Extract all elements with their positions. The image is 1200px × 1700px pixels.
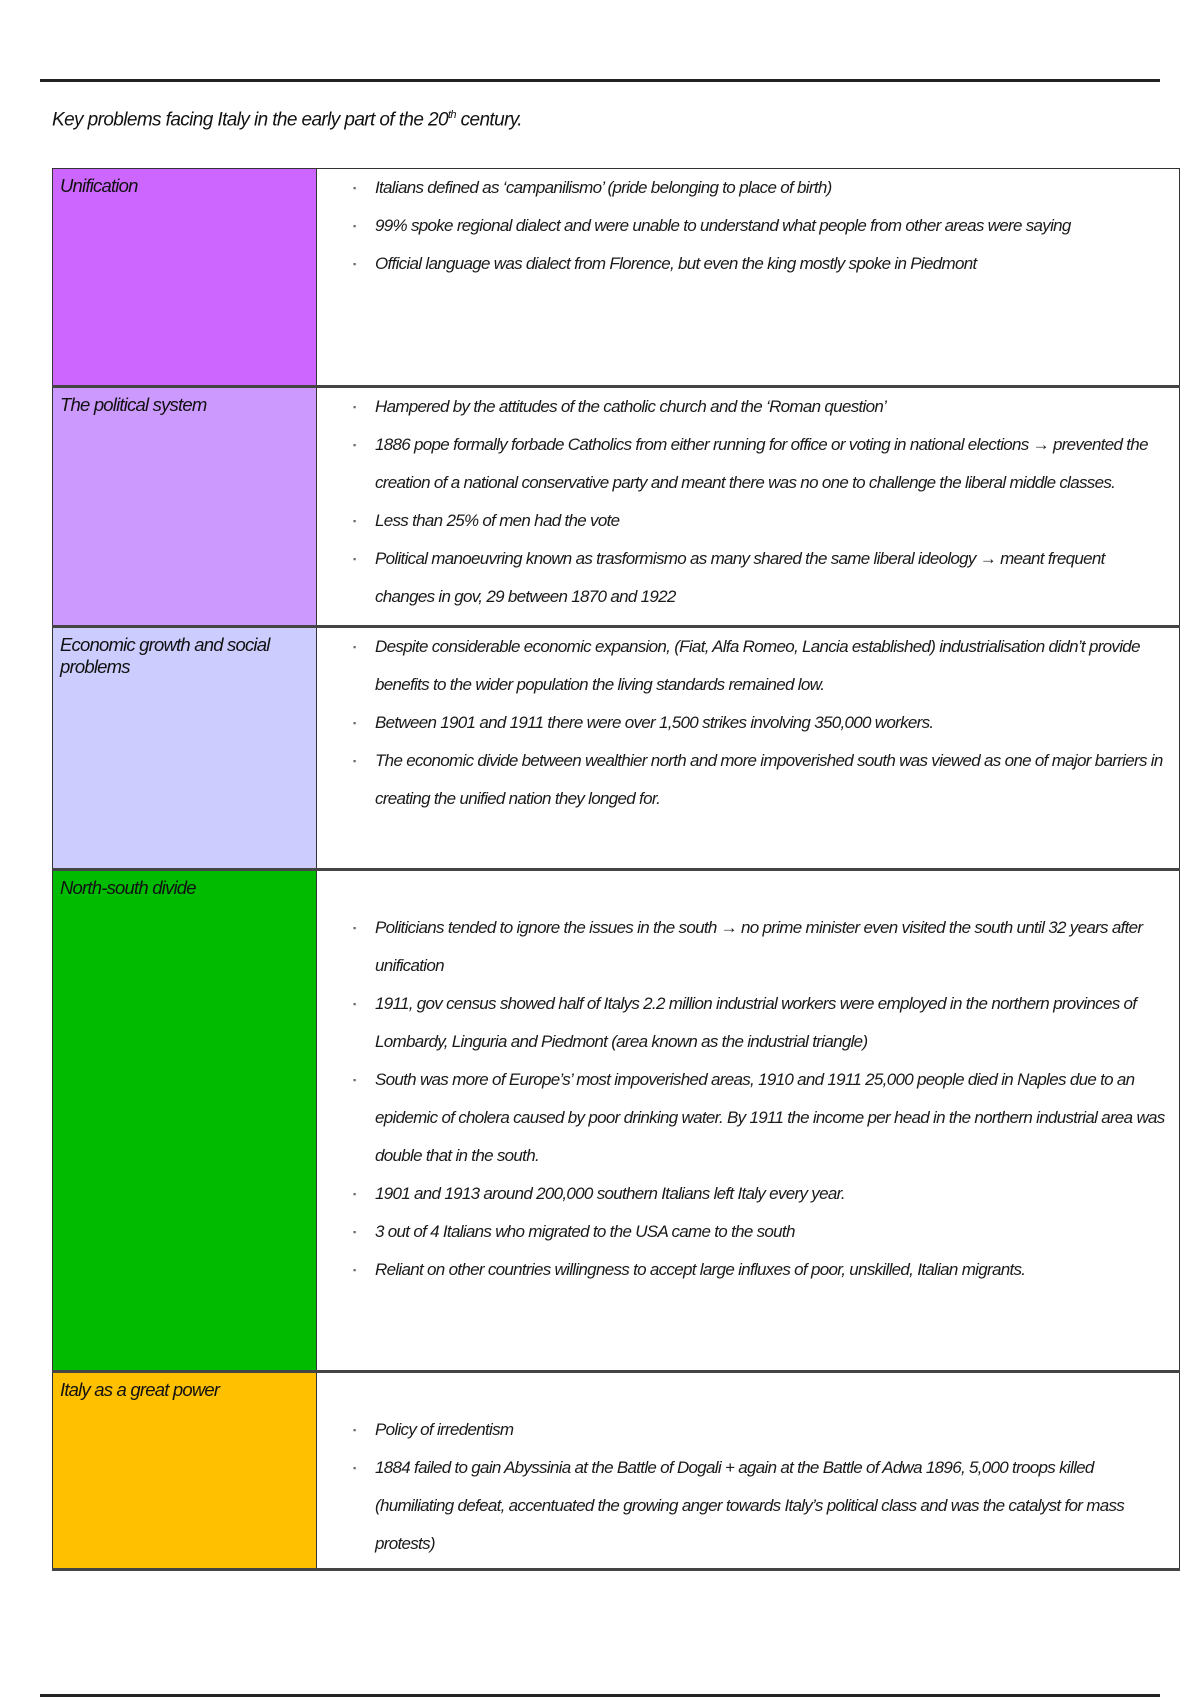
bullet-point: ▪ 1911, gov census showed half of Italys 2.2 million industrial workers were employed in the northern provinces of Lombardy, Linguria and Piedmont (area known as the industrial triangle)	[353, 985, 1165, 1061]
topic-cell-political-system	[53, 387, 317, 627]
table-row-political-system	[53, 387, 1180, 627]
table-row-economic-growth	[53, 627, 1180, 870]
bullet-list	[317, 1373, 1179, 1563]
topic-label: The political system	[60, 394, 207, 415]
page-title	[52, 109, 522, 131]
topic-cell-north-south-divide	[53, 870, 317, 1372]
bullet-list	[317, 871, 1179, 1289]
topic-label: Unification	[60, 175, 138, 196]
topic-label: Italy as a great power	[60, 1379, 220, 1400]
bullet-list	[317, 388, 1179, 616]
topic-cell-economic-growth	[53, 627, 317, 870]
topic-label: Economic growth and social problems	[60, 634, 270, 677]
table-row-unification	[53, 169, 1180, 387]
page-title-prefix: Key problems facing Italy in the early part of the 20	[52, 109, 448, 131]
bullet-point: ▪ South was more of Europe’s’ most impoverished areas, 1910 and 1911 25,000 people died in Naples due to an epidemic of cholera caused by poor drinking water. By 1911 the income per head in the northern industrial area was double that in the south.	[353, 1061, 1165, 1175]
topic-label: North-south divide	[60, 877, 196, 898]
bullet-point: ▪ Italians defined as ‘campanilismo’ (pride belonging to place of birth)	[353, 169, 1165, 207]
topic-cell-unification	[53, 169, 317, 387]
bullet-point: ▪ Policy of irredentism	[353, 1411, 1165, 1449]
points-cell-great-power	[317, 1372, 1180, 1570]
table-row-great-power	[53, 1372, 1180, 1570]
problems-table	[52, 168, 1180, 1571]
points-cell-political-system	[317, 387, 1180, 627]
bullet-point: ▪ 99% spoke regional dialect and were unable to understand what people from other areas were saying	[353, 207, 1165, 245]
bullet-point: ▪ 1886 pope formally forbade Catholics from either running for office or voting in national elections → prevented the creation of a national conservative party and meant there was no one to challenge the liberal middle classes.	[353, 426, 1165, 502]
bottom-rule	[40, 1694, 1160, 1697]
bullet-list	[317, 628, 1179, 818]
bullet-point: ▪ The economic divide between wealthier north and more impoverished south was viewed as one of major barriers in creating the unified nation they longed for.	[353, 742, 1165, 818]
points-cell-north-south-divide	[317, 870, 1180, 1372]
points-cell-unification	[317, 169, 1180, 387]
bullet-list	[317, 169, 1179, 283]
bullet-point: ▪ Politicians tended to ignore the issues in the south → no prime minister even visited the south until 32 years after unification	[353, 909, 1165, 985]
bullet-point: ▪ Less than 25% of men had the vote	[353, 502, 1165, 540]
bullet-point: ▪ 1901 and 1913 around 200,000 southern Italians left Italy every year.	[353, 1175, 1165, 1213]
bullet-point: ▪ Reliant on other countries willingness to accept large influxes of poor, unskilled, Italian migrants.	[353, 1251, 1165, 1289]
table-row-north-south-divide	[53, 870, 1180, 1372]
bullet-point: ▪ Political manoeuvring known as trasformismo as many shared the same liberal ideology → meant frequent changes in gov, 29 between 1870 and 1922	[353, 540, 1165, 616]
bullet-point: ▪ 3 out of 4 Italians who migrated to the USA came to the south	[353, 1213, 1165, 1251]
bullet-point: ▪ Official language was dialect from Florence, but even the king mostly spoke in Piedmont	[353, 245, 1165, 283]
page-title-suffix: century.	[455, 109, 522, 131]
page-title-superscript: th	[447, 109, 456, 121]
bullet-point: ▪ Between 1901 and 1911 there were over 1,500 strikes involving 350,000 workers.	[353, 704, 1165, 742]
top-rule	[40, 79, 1160, 82]
bullet-point: ▪ Hampered by the attitudes of the catholic church and the ‘Roman question’	[353, 388, 1165, 426]
points-cell-economic-growth	[317, 627, 1180, 870]
topic-cell-great-power	[53, 1372, 317, 1570]
bullet-point: ▪ 1884 failed to gain Abyssinia at the Battle of Dogali + again at the Battle of Adwa 1896, 5,000 troops killed (humiliating defeat, accentuated the growing anger towards Italy’s political class and was the catalyst for mass protests)	[353, 1449, 1165, 1563]
bullet-point: ▪ Despite considerable economic expansion, (Fiat, Alfa Romeo, Lancia established) industrialisation didn’t provide benefits to the wider population the living standards remained low.	[353, 628, 1165, 704]
